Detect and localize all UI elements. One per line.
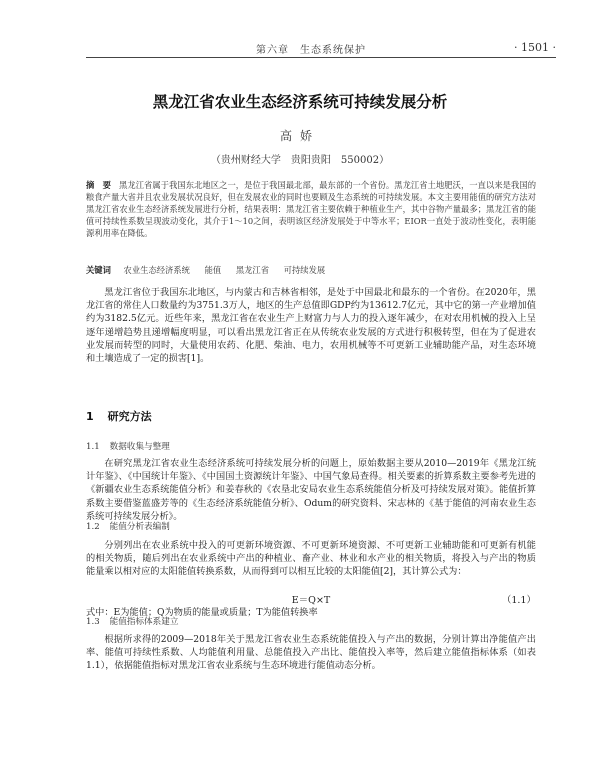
abstract-label: 摘 要 — [86, 180, 112, 190]
article-title: 黑龙江省农业生态经济系统可持续发展分析 — [152, 93, 448, 111]
running-header — [0, 0, 600, 56]
indicator-system-paragraph: 根据所求得的2009—2018年关于黑龙江省农业生态系统能值投入与产出的数据，分别计算出净能值产出率、能值可持续性系数、人均能值利用量、总能值投入产出比、能值投入率等，然后建立能值指标体系（如表1.1），依据能值指标对黑龙江省农业系统与生态环境进行能值动态分析。 — [86, 634, 536, 672]
abstract-text: 黑龙江省属于我国东北地区之一，是位于我国最北部，最东部的一个省份。黑龙江省土地肥沃，一直以来是我国的粮食产量大省并且农业发展状况良好，但在发展农业的同时也要顾及生态系统的可持续发展。本文主要用能值的研究方法对黑龙江省农业生态经济系统发展进行分析，结果表明：黑龙江省主要依赖于种植业生产，其中谷物产量最多；黑龙江省的能值可持续性系数呈现波动变化，其介于1～10之间，表明该区经济发展处于中等水平；EIOR一直处于波动性变化，表明能源利用率在降低。 — [86, 180, 536, 238]
section-title: 研究方法 — [107, 410, 152, 423]
keyword: 能值 — [204, 265, 222, 275]
header-rule — [86, 57, 556, 58]
keyword: 黑龙江省 — [235, 265, 270, 275]
section-heading — [86, 408, 152, 424]
subsection-number: 1.2 — [86, 522, 100, 532]
abstract — [86, 179, 536, 239]
subsection-heading — [86, 520, 170, 532]
subsection-title: 能值指标体系建立 — [109, 617, 179, 627]
subsection-number: 1.3 — [86, 617, 100, 627]
subsection-heading — [86, 615, 178, 627]
subsection-title: 能值分析表编制 — [109, 522, 170, 532]
author-name: 高娇 — [279, 129, 320, 143]
running-header-section: 第六章 生态系统保护 — [256, 45, 366, 56]
equation-description: 式中：E为能值；Q为物质的能量或质量；T为能值转换率 — [86, 607, 318, 618]
equation-expression: E＝Q×T — [291, 595, 331, 606]
author-affiliation: （贵州财经大学 贵阳贵阳 550002） — [210, 155, 390, 166]
section-number: 1 — [86, 410, 94, 423]
keyword: 农业生态经济系统 — [123, 265, 190, 275]
data-collection-paragraph: 在研究黑龙江省农业生态经济系统可持续发展分析的问题上，原始数据主要从2010—2019年《黑龙江统计年鉴》、《中国统计年鉴》、《中国国土资源统计年鉴》、中国气象局查得。相关要素的折算系数主要参考先进的《新疆农业生态系统能值分析》和姜春秋的《农垦北安局农业生态系统能值分析及可持续发展对策》。能值折算系数主要借鉴蓝盛芳等的《生态经济系统能值分析》、Odum的研究资料、宋志林的《基于能值的河南农业生态系统可持续发展分析》。 — [86, 458, 536, 522]
keywords-label: 关键词 — [86, 265, 111, 275]
emergy-table-paragraph: 分别列出在农业系统中投入的可更新环境资源、不可更新环境资源、不可更新工业辅助能和可更新有机能的相关物质，随后列出在农业系统中产出的种植业、畜产业、林业和水产业的相关物质，将投入与产出的物质能量乘以相对应的太阳能值转换系数，从而得到可以相互比较的太阳能值[2]，其计算公式为： — [86, 540, 536, 578]
keywords — [86, 264, 536, 276]
page-number: · 1501 · — [514, 41, 556, 54]
subsection-title: 数据收集与整理 — [109, 442, 170, 452]
equation-number: （1.1） — [501, 595, 536, 606]
introduction-paragraph: 黑龙江省位于我国东北地区，与内蒙古和吉林省相邻，是处于中国最北和最东的一个省份。在2020年，黑龙江省的常住人口数量约为3751.3万人，地区的生产总值即GDP约为13612.7亿元，其中它的第一产业增加值约为3182.5亿元。近些年来，黑龙江省在农业生产上财富力与人力的投入逐年减少，在对农用机械的投入上呈逐年递增趋势且递增幅度明显，可以看出黑龙江省正在从传统农业发展的方式进行积极转型，但在为了促进农业发展而转型的同时，大量使用农药、化肥、柴油、电力，农用机械等不可更新工业辅助能产品，对生态环境和土壤造成了一定的损害[1]。 — [86, 287, 536, 365]
subsection-number: 1.1 — [86, 442, 100, 452]
subsection-heading — [86, 440, 170, 452]
keyword: 可持续发展 — [283, 265, 326, 275]
